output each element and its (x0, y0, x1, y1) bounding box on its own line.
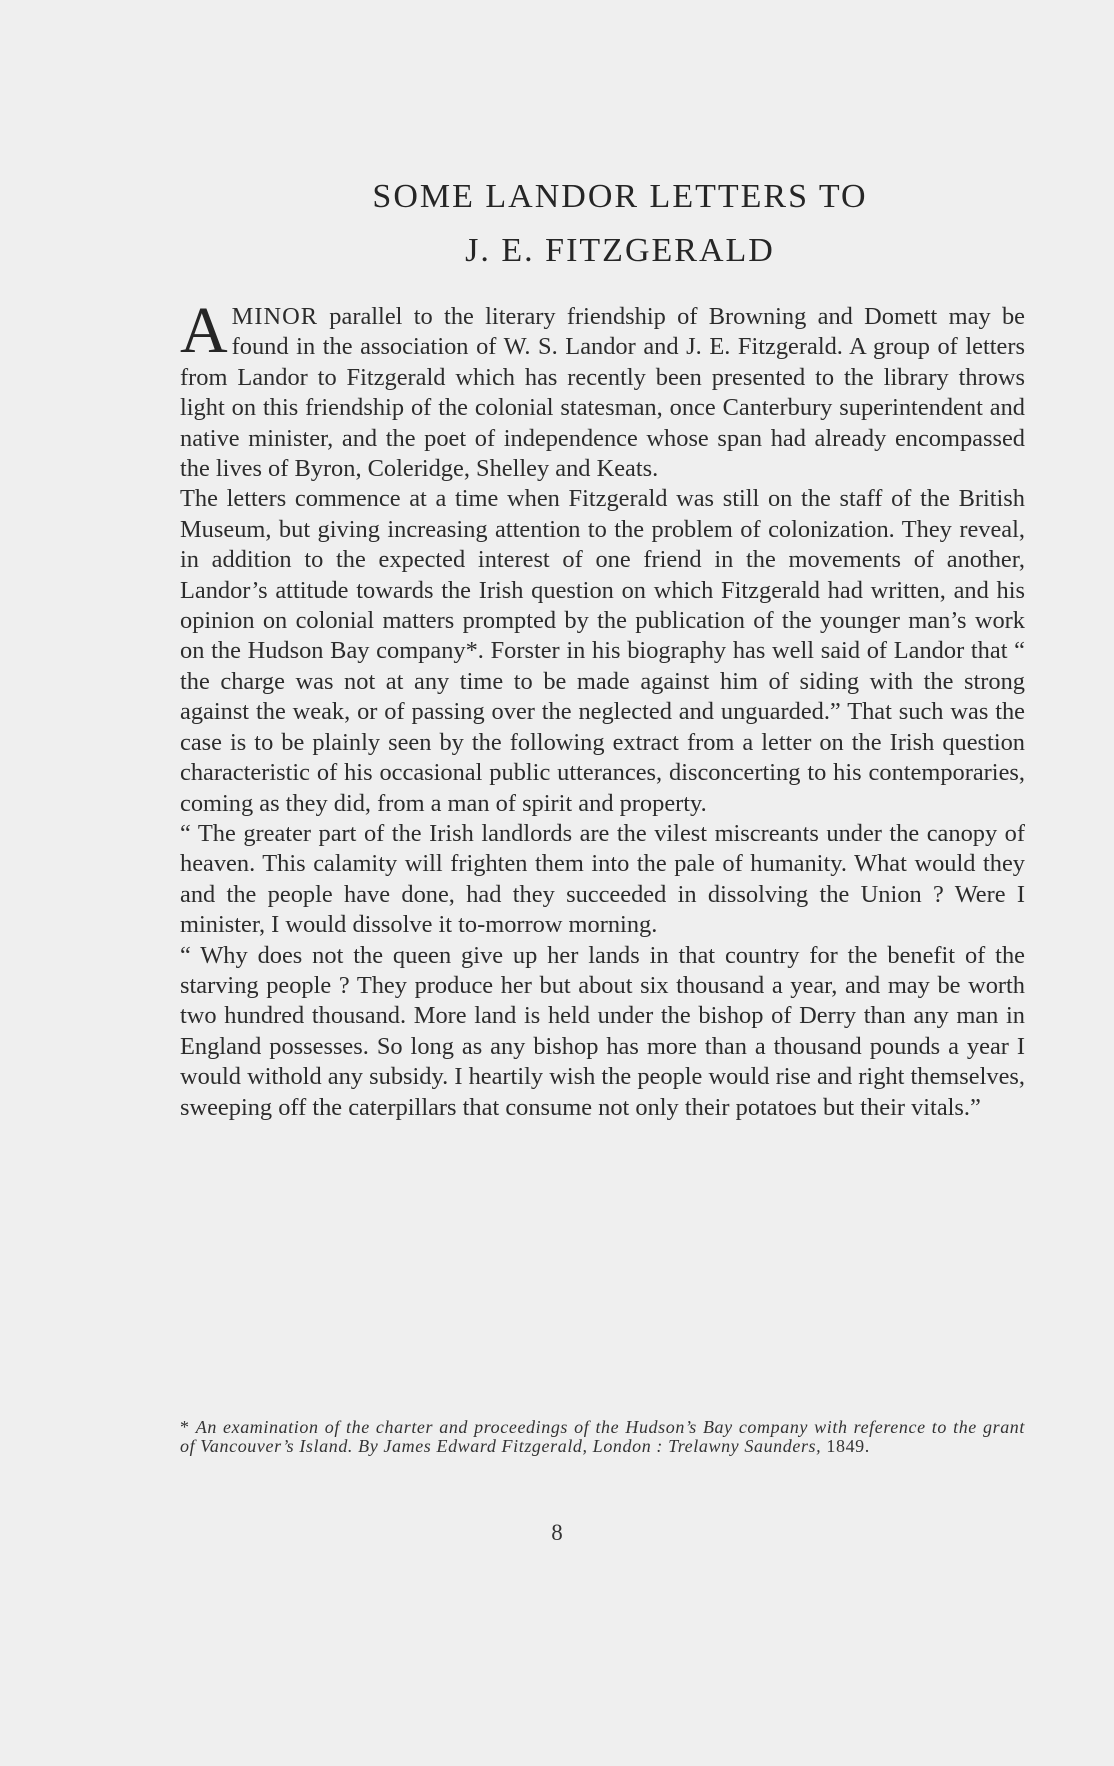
footnote (180, 1418, 1025, 1456)
footnote-year: 1849. (821, 1436, 870, 1456)
article-body (180, 294, 1025, 1123)
page-number: 8 (551, 1520, 563, 1545)
paragraph-1-text: parallel to the literary friendship of Browning and Domett may be found in the association of W. S. Landor and J. E. Fitzgerald. A group of letters from Landor to Fitzgerald which has recently been presented to the library throws light on this friendship of the colonial statesman, once Canterbury superintendent and native minister, and the poet of independence whose span had already encompassed the lives of Byron, Coleridge, Shelley and Keats. (180, 303, 1025, 483)
paragraph-2: The letters commence at a time when Fitzgerald was still on the staff of the British Museum, but giving increasing attention to the problem of colonization. They reveal, in addition to the expected interest of one friend in the movements of another, Landor’s attitude towards the Irish question on which Fitzgerald had written, and his opinion on colonial matters prompted by the publication of the younger man’s work on the Hudson Bay company*. Forster in his biography has well said of Landor that “ the charge was not at any time to be made against him of siding with the strong against the weak, or of passing over the neglected and unguarded.” That such was the case is to be plainly seen by the following extract from a letter on the Irish question characteristic of his occasional public utterances, disconcerting to his contemporaries, coming as they did, from a man of spirit and property. (180, 485, 1025, 817)
paragraph-1 (180, 294, 1025, 484)
drop-cap: A (180, 294, 228, 367)
opening-smallcaps: MINOR (231, 303, 318, 330)
footnote-text: An examination of the charter and proceedings of the Hudson’s Bay company with reference to the grant of Vancouver’s Island. By James Edward Fitzgerald, London : Trelawny Saunders, (180, 1417, 1025, 1456)
article-title-line-1: SOME LANDOR LETTERS TO (372, 178, 868, 215)
paragraph-3-quote: “ The greater part of the Irish landlords are the vilest miscreants under the canopy of heaven. This calamity will frighten them into the pale of humanity. What would they and the people have done, had they succeeded in dissolving the Union ? Were I minister, I would dissolve it to-morrow morning. (180, 819, 1025, 939)
paragraph-4-quote: “ Why does not the queen give up her lands in that country for the benefit of the starving people ? They produce her but about six thousand a year, and may be worth two hundred thousand. More land is held under the bishop of Derry than any man in England possesses. So long as any bishop has more than a thousand pounds a year I would withold any subsidy. I heartily wish the people would rise and right themselves, sweeping off the caterpillars that consume not only their potatoes but their vitals.” (180, 941, 1025, 1121)
article-title-line-2: J. E. FITZGERALD (465, 232, 775, 269)
footnote-marker: * (180, 1417, 196, 1437)
